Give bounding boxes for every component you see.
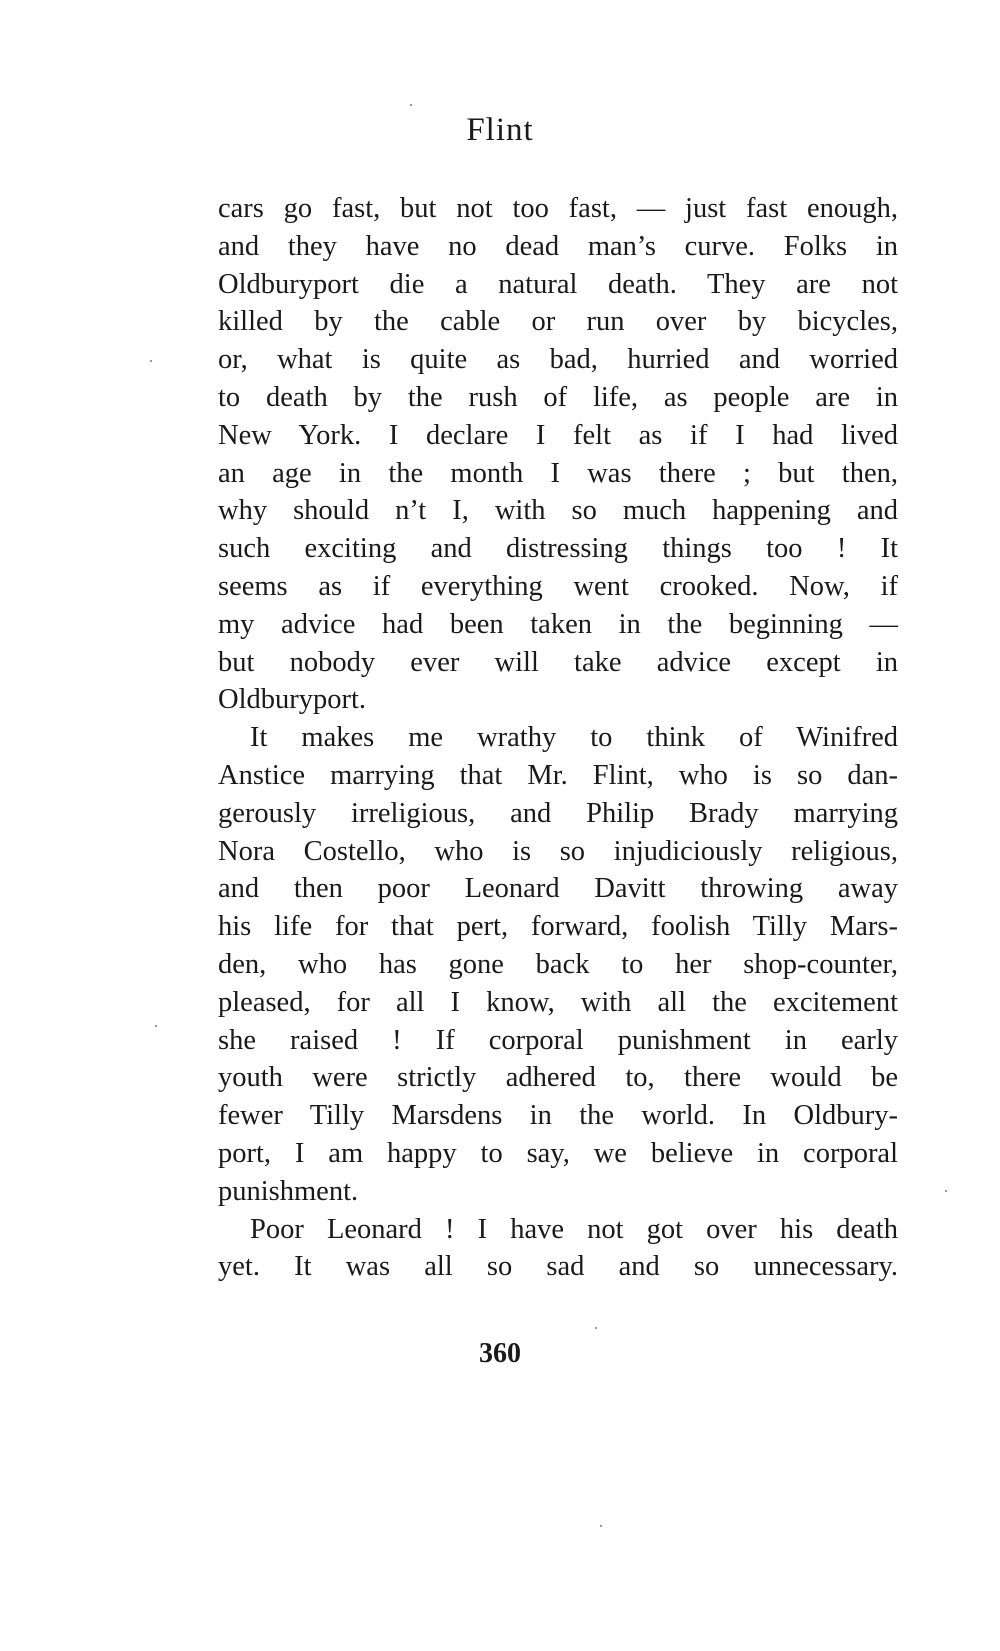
scan-speck	[595, 1327, 597, 1329]
scan-speck	[150, 360, 152, 362]
text-line: his life for that pert, forward, foolish Tilly Mars-	[218, 911, 898, 943]
text-line: my advice had been taken in the beginning —	[218, 608, 898, 640]
text-line: to death by the rush of life, as people are in	[218, 381, 898, 413]
text-line: she raised ! If corporal punishment in early	[218, 1024, 898, 1056]
text-line: killed by the cable or run over by bicycles,	[218, 306, 898, 338]
text-line: why should n’t I, with so much happening and	[218, 495, 898, 527]
text-line: den, who has gone back to her shop-counter,	[218, 948, 898, 980]
text-line: youth were strictly adhered to, there would be	[218, 1062, 898, 1094]
text-line: an age in the month I was there ; but then,	[218, 457, 898, 489]
scan-speck	[410, 104, 412, 106]
text-line: or, what is quite as bad, hurried and worried	[218, 344, 898, 376]
text-line: gerously irreligious, and Philip Brady marrying	[218, 797, 898, 829]
text-line: cars go fast, but not too fast, — just fast enough,	[218, 193, 898, 224]
scan-speck	[600, 1525, 602, 1527]
text-line: pleased, for all I know, with all the excitement	[218, 986, 898, 1018]
text-line: fewer Tilly Marsdens in the world. In Oldbury-	[218, 1100, 898, 1132]
running-title: Flint	[466, 112, 534, 148]
text-line: and they have no dead man’s curve. Folks in	[218, 230, 898, 262]
text-line-paragraph-start: Poor Leonard ! I have not got over his death	[250, 1213, 898, 1245]
body-text	[218, 190, 898, 1286]
text-line: Oldburyport die a natural death. They are not	[218, 268, 898, 300]
text-line: but nobody ever will take advice except in	[218, 646, 898, 678]
text-line: yet. It was all so sad and so unnecessary.	[218, 1251, 898, 1283]
scan-speck	[945, 1190, 947, 1192]
text-line: seems as if everything went crooked. Now, if	[218, 570, 898, 602]
text-line: New York. I declare I felt as if I had lived	[218, 419, 898, 451]
text-line: and then poor Leonard Davitt throwing away	[218, 873, 898, 905]
scan-speck	[155, 1025, 157, 1027]
page-number: 360	[479, 1338, 521, 1369]
text-line-paragraph-end: Oldburyport.	[218, 684, 367, 716]
text-line: Anstice marrying that Mr. Flint, who is so dan-	[218, 759, 898, 791]
text-line: port, I am happy to say, we believe in corporal	[218, 1137, 898, 1169]
text-line: such exciting and distressing things too ! It	[218, 533, 898, 565]
text-line-paragraph-end: punishment.	[218, 1175, 359, 1207]
text-line-paragraph-start: It makes me wrathy to think of Winifred	[250, 722, 898, 754]
text-line: Nora Costello, who is so injudiciously religious,	[218, 835, 898, 867]
